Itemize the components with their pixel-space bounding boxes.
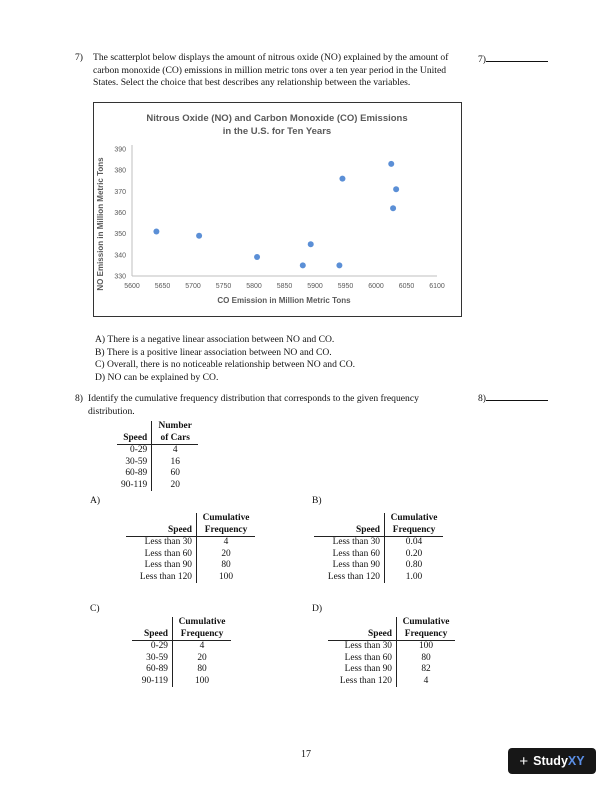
x-tick-label: 5850 [276, 283, 293, 290]
y-tick-label: 360 [114, 210, 126, 217]
table-row [328, 664, 455, 676]
data-point [196, 233, 202, 239]
cell: 4 [423, 675, 429, 686]
y-axis-label: NO Emission in Million Metric Tons [96, 157, 105, 291]
table-row [314, 549, 443, 561]
table-row [132, 676, 231, 688]
cell: Less than 120 [328, 676, 397, 688]
y-tick-label: 370 [114, 188, 126, 196]
data-point [153, 229, 159, 235]
choice-d-table[interactable] [328, 617, 455, 687]
cell: 4 [223, 537, 229, 547]
cell: 80 [221, 560, 231, 570]
cell: 82 [421, 664, 431, 674]
cell: 0-29 [132, 641, 173, 653]
page-number: 17 [301, 749, 311, 760]
table-row [117, 457, 198, 469]
table-row [126, 549, 255, 561]
cell: 60-89 [132, 664, 173, 676]
cell: 4 [172, 445, 178, 455]
cell: Less than 30 [328, 641, 397, 653]
table-row [314, 560, 443, 572]
header-speed: Speed [126, 513, 197, 537]
chart-title-line2: in the U.S. for Ten Years [222, 126, 332, 137]
cell: 30-59 [117, 457, 152, 469]
table-row [328, 653, 455, 665]
choice-c-label[interactable]: C) [90, 603, 100, 614]
table-row [117, 480, 198, 492]
y-tick-label: 390 [114, 146, 126, 154]
choice-c-table[interactable] [132, 617, 231, 687]
choice-b-table[interactable] [314, 513, 443, 583]
x-tick-label: 5700 [185, 283, 201, 290]
x-axis-label: CO Emission in Million Metric Tons [217, 296, 351, 305]
y-tick-label: 350 [114, 231, 126, 239]
header-speed: Speed [314, 513, 385, 537]
data-point [390, 205, 396, 211]
q7-number: 7) [75, 52, 83, 63]
q7-answer-line[interactable] [478, 52, 548, 65]
x-tick-label: 5750 [215, 283, 232, 290]
x-tick-label: 5650 [154, 283, 171, 290]
plus-icon: + [519, 752, 529, 770]
cell: 80 [421, 652, 431, 663]
q7-options [95, 334, 475, 384]
cell: 80 [197, 664, 207, 674]
q7-option-c[interactable]: C) Overall, there is no noticeable relationship between NO and CO. [95, 359, 356, 370]
table-row [328, 641, 455, 653]
cell: 20 [197, 652, 207, 663]
data-point [254, 254, 260, 260]
logo-text: StudyXY [533, 754, 585, 768]
scatterplot-frame [93, 102, 462, 317]
cell: 100 [194, 675, 210, 686]
y-tick-label: 380 [114, 167, 126, 175]
cell: Less than 60 [328, 653, 397, 665]
table-row [126, 560, 255, 572]
choice-b-label[interactable]: B) [312, 495, 322, 506]
table-row [132, 641, 231, 653]
cell: Less than 90 [126, 560, 197, 572]
cell: 16 [170, 456, 180, 467]
cell: 20 [221, 548, 231, 559]
studyxy-logo[interactable] [508, 748, 596, 774]
cell: Less than 120 [126, 572, 197, 584]
given-header-speed: Speed [117, 421, 152, 445]
q7-option-a[interactable]: A) There is a negative linear association between NO and CO. [95, 334, 335, 345]
cell: 1.00 [405, 571, 423, 582]
x-tick-label: 5900 [307, 283, 323, 290]
y-tick-label: 340 [114, 252, 126, 260]
q7-option-b[interactable]: B) There is a positive linear association between NO and CO. [95, 346, 332, 358]
chart-title-line1: Nitrous Oxide (NO) and Carbon Monoxide (CO) Emissions [146, 113, 408, 124]
q8-number: 8) [75, 393, 83, 404]
cell: 20 [170, 479, 180, 490]
cell: 100 [418, 641, 434, 651]
header-cumfreq: Cumulative Frequency [197, 513, 256, 537]
x-tick-label: 6000 [368, 283, 384, 290]
x-tick-label: 6100 [429, 283, 445, 290]
q7-option-d[interactable]: D) NO can be explained by CO. [95, 371, 219, 383]
header-speed: Speed [328, 617, 397, 641]
table-row [132, 664, 231, 676]
cell: 0.80 [405, 560, 423, 570]
cell: 60-89 [117, 468, 152, 480]
cell: Less than 30 [314, 537, 385, 549]
cell: Less than 90 [314, 560, 385, 572]
data-point [300, 262, 306, 268]
table-row [314, 537, 443, 549]
table-row [117, 468, 198, 480]
data-point [393, 186, 399, 192]
data-point [308, 241, 314, 247]
data-point [336, 262, 342, 268]
cell: Less than 90 [328, 664, 397, 676]
x-tick-label: 5600 [124, 283, 140, 290]
given-header-count: Number of Cars [152, 421, 199, 445]
table-row [126, 572, 255, 584]
cell: 90-119 [132, 676, 173, 688]
cell: 0.20 [405, 548, 423, 559]
q8-text: Identify the cumulative frequency distribution that corresponds to the given frequency distribution. [88, 393, 419, 417]
table-row [314, 572, 443, 584]
header-cumfreq: Cumulative Frequency [173, 617, 232, 641]
choice-d-label[interactable]: D) [312, 603, 323, 614]
cell: Less than 120 [314, 572, 385, 584]
header-cumfreq: Cumulative Frequency [397, 617, 456, 641]
header-cumfreq: Cumulative Frequency [385, 513, 444, 537]
given-frequency-table [117, 421, 198, 491]
q7-text: The scatterplot below displays the amount of nitrous oxide (NO) explained by the amount of carbon monoxide (CO) emissions in million metric tons over a ten year period in the United States. Select the choice that best describes any relationship between the variables. [93, 52, 449, 89]
cell: 100 [218, 571, 234, 582]
q8-answer-line[interactable] [478, 391, 548, 404]
table-row [328, 676, 455, 688]
cell: 60 [170, 468, 180, 478]
data-point [339, 176, 345, 182]
cell: 90-119 [117, 480, 152, 492]
cell: 4 [199, 641, 205, 651]
table-row [132, 653, 231, 665]
y-tick-label: 330 [114, 273, 126, 281]
cell: 0-29 [117, 445, 152, 457]
cell: Less than 60 [314, 549, 385, 561]
choice-a-table[interactable] [126, 513, 255, 583]
choice-a-label[interactable]: A) [90, 495, 101, 506]
cell: 30-59 [132, 653, 173, 665]
x-tick-label: 6050 [398, 283, 415, 290]
data-point [388, 161, 394, 167]
cell: 0.04 [405, 537, 423, 547]
header-speed: Speed [132, 617, 173, 641]
x-tick-label: 5800 [246, 283, 262, 290]
x-tick-label: 5950 [337, 283, 354, 290]
table-row [117, 445, 198, 457]
q7-answer-label: 7) [478, 54, 486, 65]
q8-answer-label: 8) [478, 393, 486, 404]
cell: Less than 60 [126, 549, 197, 561]
table-row [126, 537, 255, 549]
scatterplot [94, 103, 461, 316]
cell: Less than 30 [126, 537, 197, 549]
